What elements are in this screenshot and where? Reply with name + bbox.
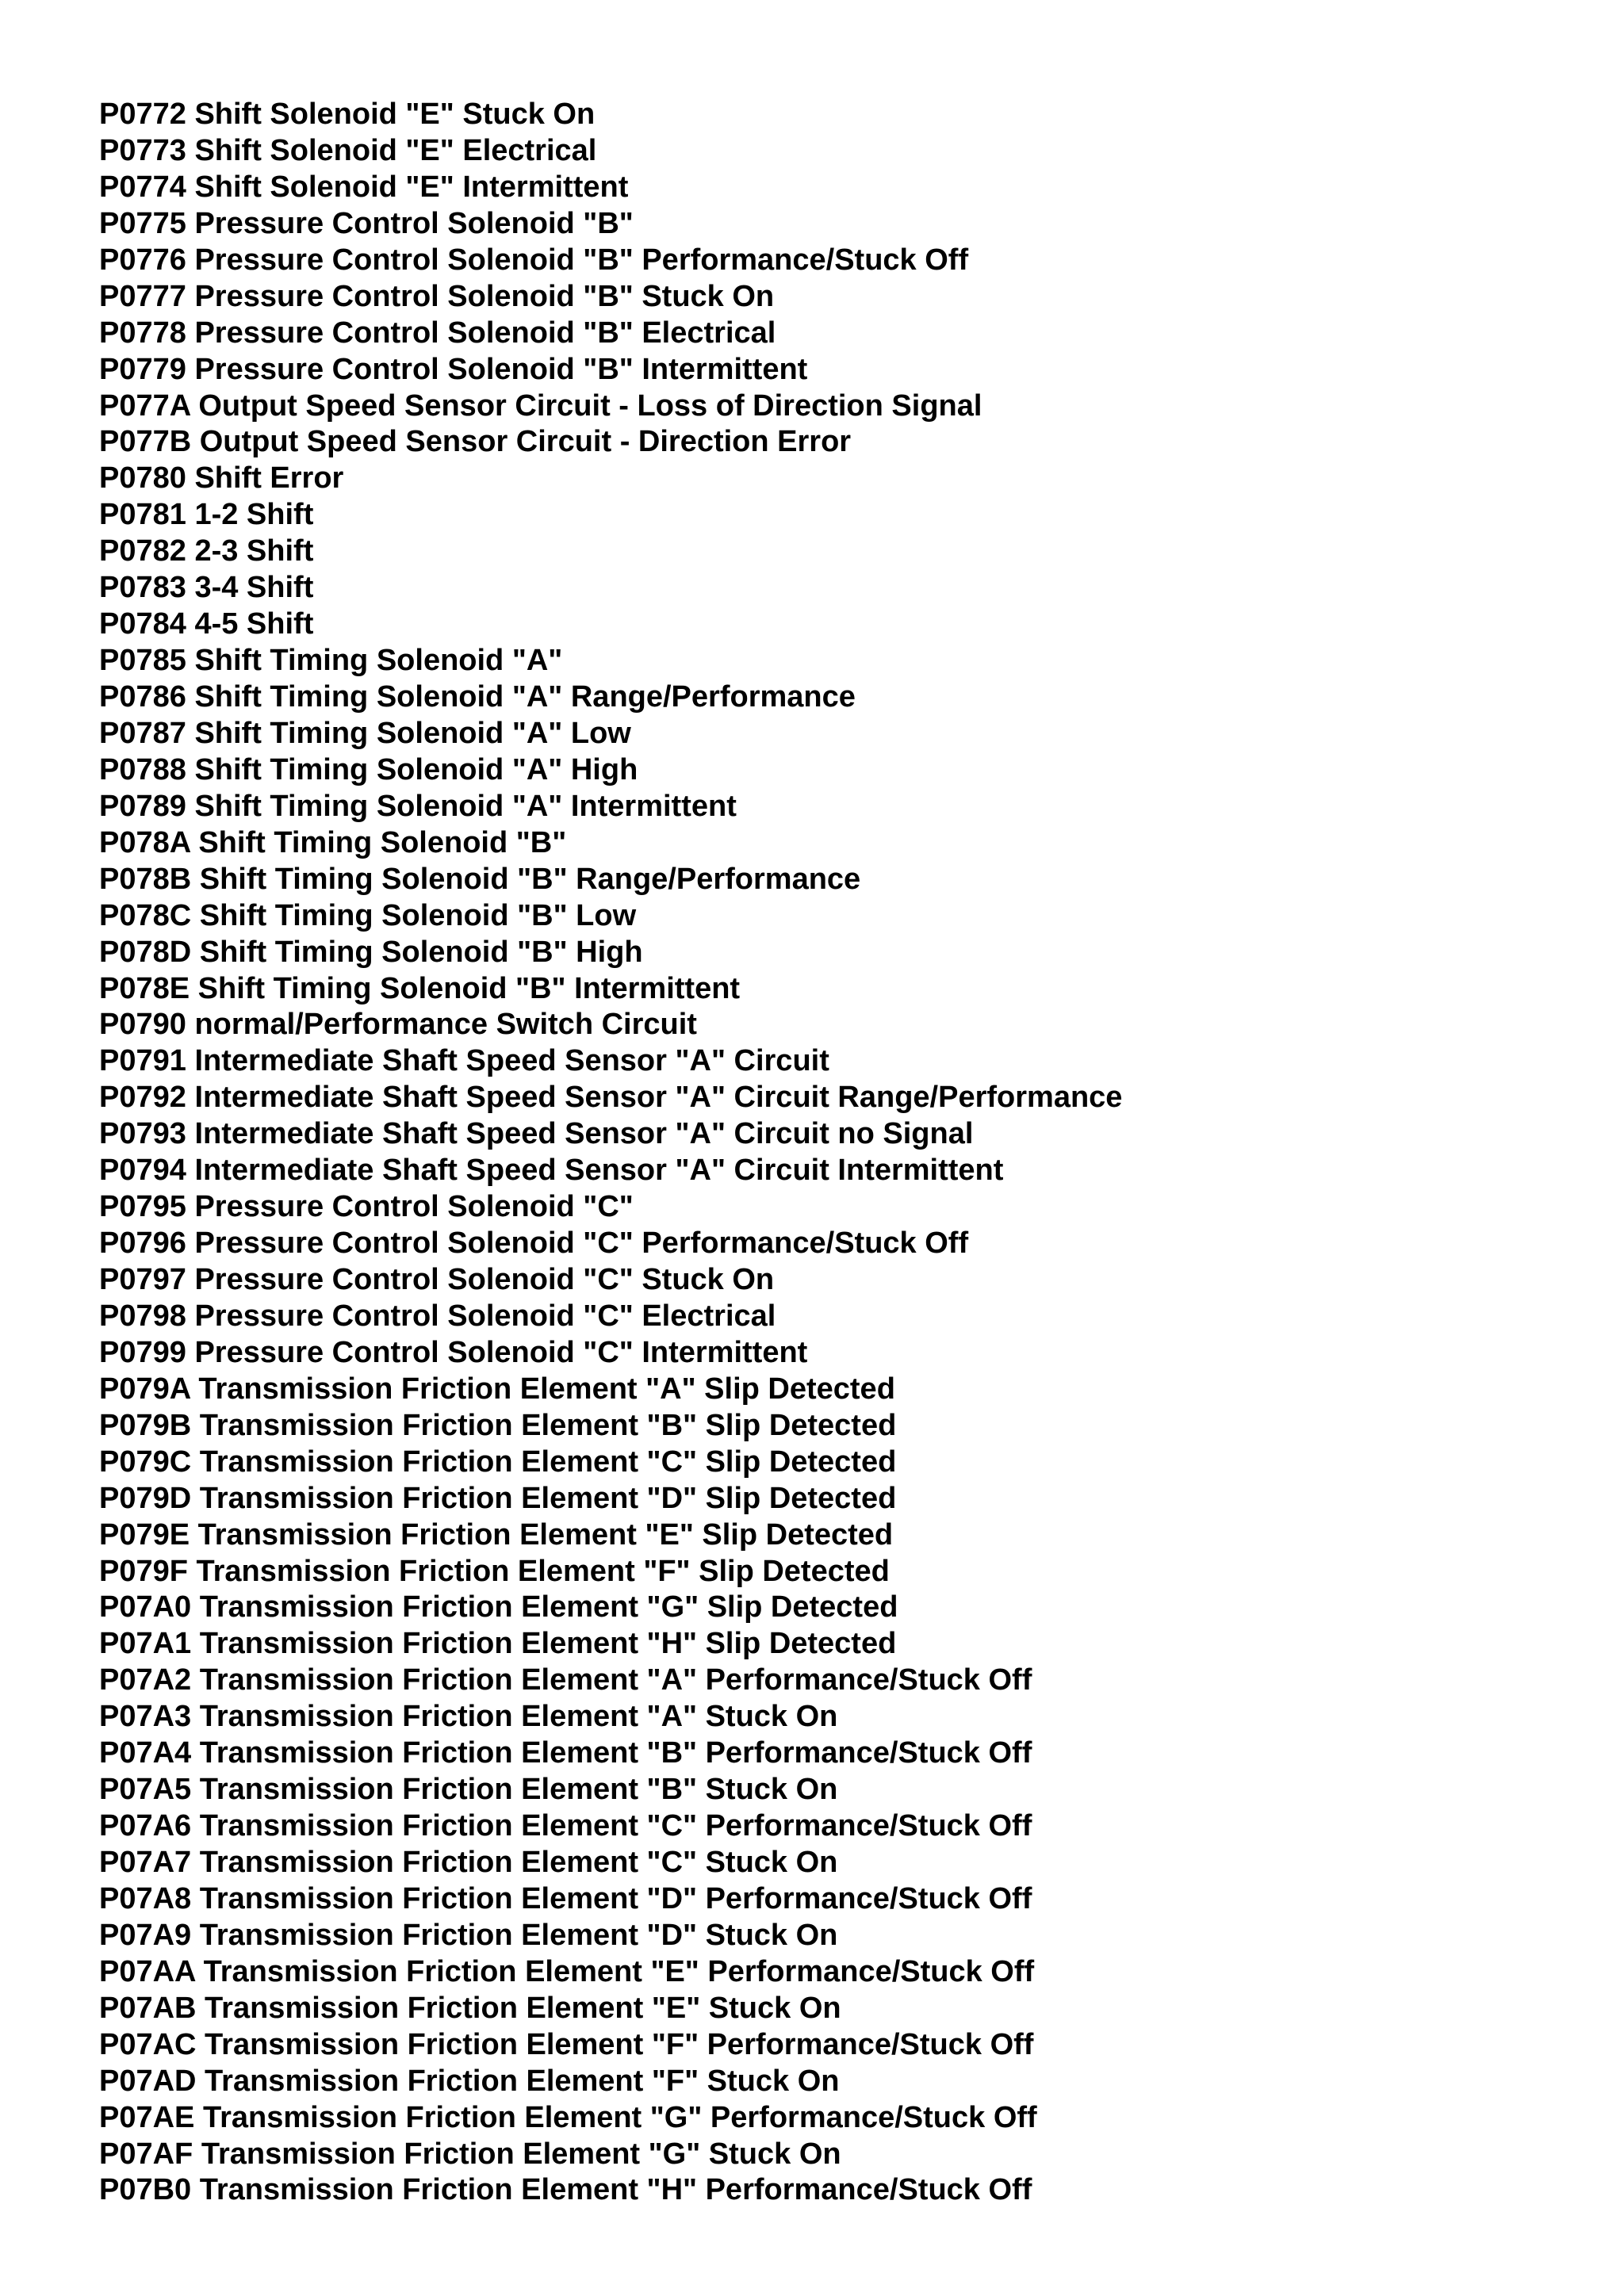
code-line: P0773 Shift Solenoid "E" Electrical	[99, 133, 597, 167]
code-line: P0783 3-4 Shift	[99, 571, 314, 605]
code-line: P0793 Intermediate Shaft Speed Sensor "A" Circuit no Signal	[99, 1117, 974, 1151]
code-line: P0787 Shift Timing Solenoid "A" Low	[99, 716, 631, 750]
code-line: P07A8 Transmission Friction Element "D" Performance/Stuck Off	[99, 1881, 1032, 1915]
code-line: P07A7 Transmission Friction Element "C" Stuck On	[99, 1846, 838, 1879]
code-line: P07B0 Transmission Friction Element "H" Performance/Stuck Off	[99, 2173, 1032, 2207]
code-line: P07A2 Transmission Friction Element "A" Performance/Stuck Off	[99, 1663, 1032, 1697]
code-line: P07AB Transmission Friction Element "E" Stuck On	[99, 1991, 841, 2025]
code-line: P079A Transmission Friction Element "A" Slip Detected	[99, 1372, 895, 1406]
code-line: P0799 Pressure Control Solenoid "C" Intermittent	[99, 1335, 808, 1369]
code-line: P0788 Shift Timing Solenoid "A" High	[99, 752, 638, 786]
code-line: P0798 Pressure Control Solenoid "C" Electrical	[99, 1299, 776, 1333]
code-line: P07AF Transmission Friction Element "G" Stuck On	[99, 2137, 841, 2171]
code-line: P0777 Pressure Control Solenoid "B" Stuck On	[99, 279, 775, 313]
code-line: P077A Output Speed Sensor Circuit - Loss of Direction Signal	[99, 388, 982, 423]
code-line: P07A6 Transmission Friction Element "C" Performance/Stuck Off	[99, 1809, 1032, 1843]
code-line: P079D Transmission Friction Element "D" Slip Detected	[99, 1481, 897, 1515]
code-line: P079C Transmission Friction Element "C" Slip Detected	[99, 1445, 897, 1479]
code-line: P078A Shift Timing Solenoid "B"	[99, 825, 567, 859]
code-line: P077B Output Speed Sensor Circuit - Direction Error	[99, 425, 852, 459]
code-line: P07A0 Transmission Friction Element "G" Slip Detected	[99, 1590, 898, 1624]
code-line: P0772 Shift Solenoid "E" Stuck On	[99, 98, 596, 131]
code-line: P0797 Pressure Control Solenoid "C" Stuck On	[99, 1263, 775, 1296]
code-line: P0790 normal/Performance Switch Circuit	[99, 1008, 697, 1042]
code-line: P0774 Shift Solenoid "E" Intermittent	[99, 170, 629, 204]
code-line: P0775 Pressure Control Solenoid "B"	[99, 206, 634, 240]
code-line: P0794 Intermediate Shaft Speed Sensor "A" Circuit Intermittent	[99, 1154, 1004, 1188]
code-line: P07AD Transmission Friction Element "F" Stuck On	[99, 2064, 840, 2098]
code-line: P0792 Intermediate Shaft Speed Sensor "A" Circuit Range/Performance	[99, 1081, 1123, 1115]
code-line: P0784 4-5 Shift	[99, 607, 314, 641]
code-line: P07A5 Transmission Friction Element "B" Stuck On	[99, 1773, 838, 1807]
code-line: P0791 Intermediate Shaft Speed Sensor "A" Circuit	[99, 1044, 829, 1078]
code-line: P0778 Pressure Control Solenoid "B" Electrical	[99, 316, 776, 350]
code-line: P0795 Pressure Control Solenoid "C"	[99, 1190, 634, 1224]
code-line: P0785 Shift Timing Solenoid "A"	[99, 644, 563, 678]
code-line: P0782 2-3 Shift	[99, 534, 314, 568]
code-line: P078B Shift Timing Solenoid "B" Range/Performance	[99, 862, 861, 896]
code-line: P0786 Shift Timing Solenoid "A" Range/Performance	[99, 680, 856, 714]
code-line: P07AA Transmission Friction Element "E" Performance/Stuck Off	[99, 1954, 1035, 1988]
code-line: P07A9 Transmission Friction Element "D" Stuck On	[99, 1918, 838, 1952]
code-line: P07AC Transmission Friction Element "F" Performance/Stuck Off	[99, 2027, 1034, 2061]
code-line: P079E Transmission Friction Element "E" Slip Detected	[99, 1517, 894, 1552]
code-line: P07A4 Transmission Friction Element "B" Performance/Stuck Off	[99, 1736, 1032, 1770]
code-line: P0796 Pressure Control Solenoid "C" Performance/Stuck Off	[99, 1226, 969, 1261]
code-line: P0779 Pressure Control Solenoid "B" Intermittent	[99, 352, 808, 386]
code-line: P07AE Transmission Friction Element "G" Performance/Stuck Off	[99, 2100, 1037, 2134]
code-line: P0789 Shift Timing Solenoid "A" Intermittent	[99, 789, 737, 823]
code-line: P07A3 Transmission Friction Element "A" Stuck On	[99, 1700, 838, 1734]
diagnostic-code-list	[99, 97, 1122, 2209]
code-line: P0776 Pressure Control Solenoid "B" Performance/Stuck Off	[99, 243, 969, 277]
code-line: P0781 1-2 Shift	[99, 498, 314, 532]
code-line: P079F Transmission Friction Element "F" Slip Detected	[99, 1554, 890, 1588]
code-line: P0780 Shift Error	[99, 461, 344, 496]
code-line: P078E Shift Timing Solenoid "B" Intermittent	[99, 971, 741, 1005]
code-line: P079B Transmission Friction Element "B" Slip Detected	[99, 1408, 897, 1442]
code-line: P078C Shift Timing Solenoid "B" Low	[99, 898, 637, 932]
code-line: P078D Shift Timing Solenoid "B" High	[99, 935, 643, 969]
code-line: P07A1 Transmission Friction Element "H" Slip Detected	[99, 1627, 897, 1661]
